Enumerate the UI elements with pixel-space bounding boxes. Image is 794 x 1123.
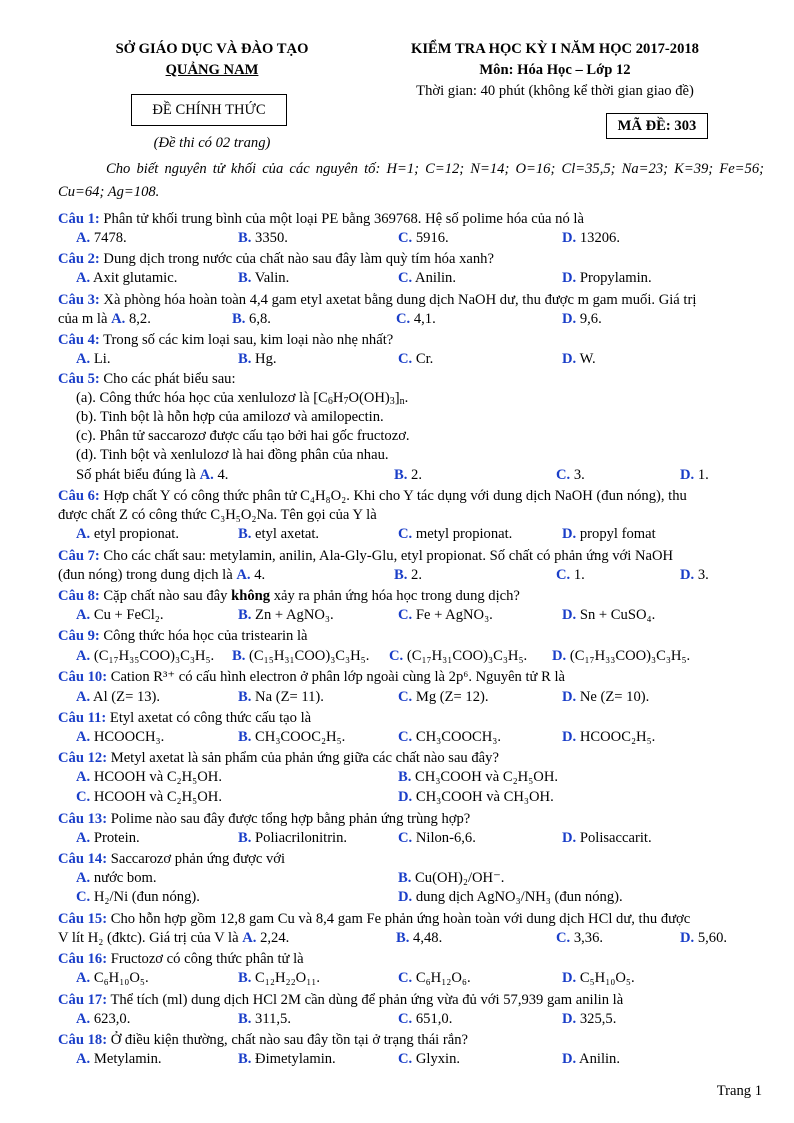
question-1: Câu 1: Phân tử khối trung bình của một loại PE bằng 369768. Hệ số polime hóa của nó là [58, 211, 584, 227]
q4-option-c: C. Cr. [398, 351, 434, 367]
question-8: Câu 8: Cặp chất nào sau đây không xảy ra phản ứng hóa học trong dung dịch? [58, 588, 520, 604]
question-14: Câu 14: Saccarozơ phản ứng được với [58, 851, 286, 867]
q10-option-d: D. Ne (Z= 10). [562, 689, 650, 705]
q17-option-d: D. 325,5. [562, 1011, 617, 1027]
q14-option-a: A. nước bom. [76, 870, 157, 886]
question-16: Câu 16: Fructozơ có công thức phân tử là [58, 951, 304, 967]
q13-option-c: C. Nilon-6,6. [398, 830, 476, 846]
q14-option-c: C. H₂/Ni (đun nóng). [76, 889, 200, 905]
q10-option-c: C. Mg (Z= 12). [398, 689, 489, 705]
q5-option-b: B. 2. [394, 467, 422, 483]
q9-option-a: A. (C₁₇H₃₅COO)₃C₃H₅. [76, 648, 215, 664]
q15-stem-2: V lít H₂ (đktc). Giá trị của V là A. 2,24. [58, 930, 290, 946]
question-7: Câu 7: Cho các chất sau: metylamin, anilin, Ala-Gly-Glu, etyl propionat. Số chất có phản ứng với NaOH [58, 548, 674, 564]
q13-option-d: D. Polisaccarit. [562, 830, 652, 846]
q3-option-d: D. 9,6. [562, 311, 602, 327]
q9-option-b: B. (C₁₅H₃₁COO)₃C₃H₅. [232, 648, 370, 664]
official-badge: ĐỀ CHÍNH THỨC [131, 94, 287, 126]
q2-option-a: A. Axit glutamic. [76, 270, 178, 286]
question-9: Câu 9: Công thức hóa học của tristearin là [58, 628, 308, 644]
exam-subject: Môn: Hóa Học – Lớp 12 [479, 62, 631, 78]
q15-option-d: D. 5,60. [680, 930, 728, 946]
q5-statement-b: (b). Tinh bột là hỗn hợp của amilozơ và amilopectin. [76, 409, 384, 425]
question-12: Câu 12: Metyl axetat là sản phẩm của phản ứng giữa các chất nào sau đây? [58, 750, 499, 766]
q17-option-a: A. 623,0. [76, 1011, 131, 1027]
q7-stem-2: (đun nóng) trong dung dịch là A. 4. [58, 567, 266, 583]
q8-option-a: A. Cu + FeCl₂. [76, 607, 164, 623]
q10-option-a: A. Al (Z= 13). [76, 689, 161, 705]
header-left [92, 40, 332, 81]
q5-option-c: C. 3. [556, 467, 585, 483]
question-2: Câu 2: Dung dịch trong nước của chất nào sau đây làm quỳ tím hóa xanh? [58, 251, 494, 267]
q18-option-b: B. Đimetylamin. [238, 1051, 336, 1067]
page-number: Trang 1 [716, 1083, 762, 1099]
question-10: Câu 10: Cation R³⁺ có cấu hình electron ở phân lớp ngoài cùng là 2p⁶. Nguyên tử R là [58, 669, 566, 685]
q2-option-b: B. Valin. [238, 270, 290, 286]
header-right [380, 40, 730, 101]
q1-option-c: C. 5916. [398, 230, 449, 246]
q11-option-c: C. CH₃COOCH₃. [398, 729, 502, 745]
q3-option-c: C. 4,1. [396, 311, 436, 327]
pages-note: (Đề thi có 02 trang) [153, 135, 271, 151]
q16-option-d: D. C₅H₁₀O₅. [562, 970, 635, 986]
q7-option-d: D. 3. [680, 567, 709, 583]
q1-option-d: D. 13206. [562, 230, 620, 246]
q12-option-a: A. HCOOH và C₂H₅OH. [76, 769, 222, 785]
question-18: Câu 18: Ở điều kiện thường, chất nào sau đây tồn tại ở trạng thái rắn? [58, 1032, 468, 1048]
province-name: QUẢNG NAM [165, 62, 259, 78]
q16-option-b: B. C₁₂H₂₂O₁₁. [238, 970, 321, 986]
q14-option-b: B. Cu(OH)₂/OH⁻. [398, 870, 505, 886]
q15-option-b: B. 4,48. [396, 930, 443, 946]
q11-option-a: A. HCOOCH₃. [76, 729, 165, 745]
q1-option-b: B. 3350. [238, 230, 288, 246]
q16-option-a: A. C₆H₁₀O₅. [76, 970, 149, 986]
question-17: Câu 17: Thể tích (ml) dung dịch HCl 2M cần dùng để phản ứng vừa đủ với 57,939 gam anilin là [58, 992, 624, 1008]
q8-option-d: D. Sn + CuSO₄. [562, 607, 656, 623]
q5-option-d: D. 1. [680, 467, 709, 483]
q17-option-c: C. 651,0. [398, 1011, 453, 1027]
question-3: Câu 3: Xà phòng hóa hoàn toàn 4,4 gam etyl axetat bằng dung dịch NaOH dư, thu được m gam muối. Giá trị [58, 292, 697, 308]
agency-name: SỞ GIÁO DỤC VÀ ĐÀO TẠO [115, 41, 309, 57]
q18-option-c: C. Glyxin. [398, 1051, 461, 1067]
atomic-mass-intro: Cho biết nguyên tử khối của các nguyên tố: H=1; C=12; N=14; O=16; Cl=35,5; Na=23; K=39; Fe=56; Cu=64; Ag=108. [58, 161, 764, 200]
q8-option-b: B. Zn + AgNO₃. [238, 607, 334, 623]
q3-stem-2: của m là A. 8,2. [58, 311, 151, 327]
q18-option-d: D. Anilin. [562, 1051, 620, 1067]
question-5: Câu 5: Cho các phát biểu sau: [58, 371, 236, 387]
q5-statement-d: (d). Tinh bột và xenlulozơ là hai đồng phân của nhau. [76, 447, 389, 463]
exam-title: KIỂM TRA HỌC KỲ I NĂM HỌC 2017-2018 [411, 41, 699, 57]
q6-stem-2: được chất Z có công thức C₃H₅O₂Na. Tên gọi của Y là [58, 507, 377, 523]
question-4: Câu 4: Trong số các kim loại sau, kim loại nào nhẹ nhất? [58, 332, 394, 348]
q7-option-b: B. 2. [394, 567, 422, 583]
question-13: Câu 13: Polime nào sau đây được tổng hợp bằng phản ứng trùng hợp? [58, 811, 471, 827]
q12-option-d: D. CH₃COOH và CH₃OH. [398, 789, 554, 805]
q18-option-a: A. Metylamin. [76, 1051, 162, 1067]
q16-option-c: C. C₆H₁₂O₆. [398, 970, 471, 986]
q12-option-c: C. HCOOH và C₂H₅OH. [76, 789, 222, 805]
question-6: Câu 6: Hợp chất Y có công thức phân tử C₄H₈O₂. Khi cho Y tác dụng với dung dịch NaOH (đun nóng), thu [58, 488, 687, 504]
q17-option-b: B. 311,5. [238, 1011, 291, 1027]
q2-option-c: C. Anilin. [398, 270, 456, 286]
q12-option-b: B. CH₃COOH và C₂H₅OH. [398, 769, 559, 785]
q9-option-c: C. (C₁₇H₃₁COO)₃C₃H₅. [389, 648, 528, 664]
q5-statement-c: (c). Phân tử saccarozơ được cấu tạo bởi hai gốc fructozơ. [76, 428, 410, 444]
q8-option-c: C. Fe + AgNO₃. [398, 607, 493, 623]
q1-option-a: A. 7478. [76, 230, 127, 246]
question-11: Câu 11: Etyl axetat có công thức cấu tạo là [58, 710, 312, 726]
q7-option-c: C. 1. [556, 567, 585, 583]
exam-duration: Thời gian: 40 phút (không kể thời gian giao đề) [416, 83, 694, 99]
q2-option-d: D. Propylamin. [562, 270, 652, 286]
q6-option-a: A. etyl propionat. [76, 526, 179, 542]
q10-option-b: B. Na (Z= 11). [238, 689, 324, 705]
q9-option-d: D. (C₁₇H₃₃COO)₃C₃H₅. [552, 648, 691, 664]
q11-option-b: B. CH₃COOC₂H₅. [238, 729, 346, 745]
q4-option-d: D. W. [562, 351, 596, 367]
q3-option-b: B. 6,8. [232, 311, 271, 327]
q4-option-a: A. Li. [76, 351, 111, 367]
q11-option-d: D. HCOOC₂H₅. [562, 729, 656, 745]
q6-option-b: B. etyl axetat. [238, 526, 320, 542]
q14-option-d: D. dung dịch AgNO₃/NH₃ (đun nóng). [398, 889, 623, 905]
q5-statement-a: (a). Công thức hóa học của xenlulozơ là $[C_6H_7O(OH)_3]_n$. [76, 390, 409, 407]
q15-option-c: C. 3,36. [556, 930, 604, 946]
exam-code: MÃ ĐỀ: 303 [606, 113, 708, 139]
q4-option-b: B. Hg. [238, 351, 277, 367]
q6-option-c: C. metyl propionat. [398, 526, 513, 542]
q6-option-d: D. propyl fomat [562, 526, 656, 542]
q13-option-b: B. Poliacrilonitrin. [238, 830, 348, 846]
question-15: Câu 15: Cho hỗn hợp gồm 12,8 gam Cu và 8,4 gam Fe phản ứng hoàn toàn với dung dịch HCl dư, thu được [58, 911, 691, 927]
q5-stem: Số phát biểu đúng là A. 4. [76, 467, 229, 483]
q13-option-a: A. Protein. [76, 830, 140, 846]
